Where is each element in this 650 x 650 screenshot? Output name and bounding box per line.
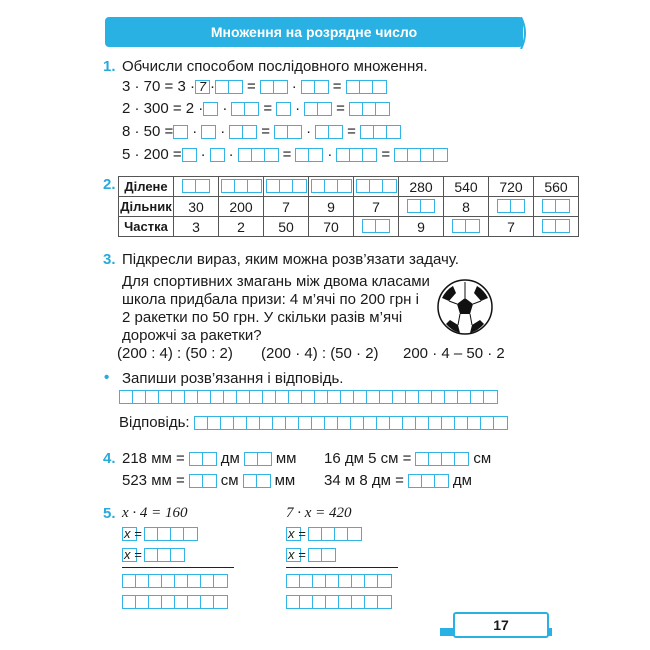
answer-box[interactable] [260,80,288,94]
answer-box[interactable] [201,125,216,139]
conversion-text: 34 м 8 дм = [324,472,404,489]
bullet-marker: • [104,369,110,386]
table-cell[interactable] [354,177,399,197]
answer-box[interactable] [276,102,291,116]
dot-sign: · [306,123,312,140]
answer-box[interactable] [210,148,225,162]
table-cell[interactable] [264,177,309,197]
answer-row [119,414,508,431]
ex1-line-3 [122,123,401,140]
answer-box[interactable] [173,125,188,139]
exercise-1-task: Обчисли способом послідовного множення. [122,58,428,75]
answer-box[interactable] [243,474,271,488]
dot-sign: · [192,123,198,140]
ex1-line-2-text: 2 · 300 = 2 · [122,100,204,117]
equals-sign: = [246,78,256,95]
dot-sign: · [228,146,234,163]
solution-boxes[interactable] [119,390,498,404]
answer-box[interactable] [194,416,508,430]
problem-line: школа придбала призи: 4 м’ячі по 200 грн і [122,291,419,308]
ex1-line-3-text: 8 · 50 = [122,123,174,140]
ex1-line-1 [122,78,387,95]
answer-box[interactable] [195,80,210,94]
conversion-item [122,450,296,467]
answer-box[interactable] [336,148,377,162]
table-row [119,197,579,217]
answer-label: Відповідь: [119,414,190,431]
answer-box[interactable] [301,80,329,94]
conversion-text: 16 дм 5 см = [324,450,412,467]
conversion-text: 218 мм = [122,450,185,467]
row-header: Ділене [119,177,174,197]
answer-box[interactable] [304,102,332,116]
table-row [119,217,579,237]
unit-label: мм [274,472,296,489]
variable-label: x = [288,547,306,562]
table-cell: 720 [489,177,534,197]
equals-sign: = [347,123,356,140]
table-cell: 9 [309,197,354,217]
variable-label: x = [288,526,306,541]
table-cell[interactable] [219,177,264,197]
answer-box[interactable] [189,474,217,488]
dot-sign: · [327,146,333,163]
dot-sign: · [209,78,215,95]
table-cell[interactable] [444,217,489,237]
dot-sign: · [200,146,206,163]
table-cell[interactable] [174,177,219,197]
table-cell[interactable] [534,197,579,217]
dot-sign: · [220,123,226,140]
table-cell[interactable] [309,177,354,197]
table-cell[interactable] [354,217,399,237]
dot-sign: · [222,100,228,117]
answer-box[interactable] [308,527,362,541]
answer-box[interactable] [189,452,217,466]
answer-box[interactable] [229,125,257,139]
problem-line: Для спортивних змагань між двома класами [122,273,430,290]
expression-option[interactable]: (200 : 4) : (50 : 2) [117,345,233,362]
answer-box[interactable] [349,102,390,116]
answer-box[interactable] [238,148,279,162]
table-cell[interactable] [399,197,444,217]
expression-option[interactable]: 200 · 4 – 50 · 2 [403,345,505,362]
equation-1: x · 4 = 160 [122,505,188,521]
equals-sign: = [336,100,345,117]
page-number: 17 [453,612,549,638]
answer-box[interactable] [274,125,302,139]
ex1-line-4-text: 5 · 200 = [122,146,182,163]
table-cell: 2 [219,217,264,237]
ex1-line-1-text: 3 · 70 = 3 · [122,78,195,95]
divider-line [122,567,234,568]
answer-box[interactable] [144,548,185,562]
problem-line: 2 ракетки по 50 грн. У скільки разів м’ячі [122,309,403,326]
page-title: Множення на розрядне число [210,24,418,40]
table-cell: 540 [444,177,489,197]
equals-sign: = [332,78,342,95]
exercise-5-number: 5. [103,505,116,522]
unit-label: дм [452,472,472,489]
exercise-4-number: 4. [103,450,116,467]
answer-box[interactable] [360,125,401,139]
unit-label: см [473,450,492,467]
table-cell[interactable] [489,197,534,217]
table-cell: 7 [264,197,309,217]
answer-box[interactable] [231,102,259,116]
table-cell: 7 [489,217,534,237]
table-cell: 200 [219,197,264,217]
table-cell: 50 [264,217,309,237]
table-cell: 70 [309,217,354,237]
table-cell: 30 [174,197,219,217]
equals-sign: = [261,123,271,140]
row-header: Частка [119,217,174,237]
equation-2: 7 · x = 420 [286,505,352,521]
table-cell: 560 [534,177,579,197]
answer-box[interactable] [182,148,197,162]
page-title-banner [105,17,523,47]
answer-box[interactable] [244,452,272,466]
answer-box[interactable] [144,527,198,541]
bullet-task: Запиши розв’язання і відповідь. [122,370,344,387]
check-boxes[interactable] [286,574,392,588]
eq2-step-row [286,526,362,541]
expression-option[interactable]: (200 · 4) : (50 · 2) [261,345,379,362]
exercise-3-number: 3. [103,251,116,268]
ex1-line-1-digit: 7 [198,78,207,94]
conversion-text: 523 мм = [122,472,185,489]
table-row [119,177,579,197]
soccer-ball-icon [436,278,494,336]
division-table [118,176,579,237]
exercise-2-number: 2. [103,176,116,193]
ex1-line-2 [122,100,390,117]
answer-box[interactable] [308,548,336,562]
table-cell: 280 [399,177,444,197]
dot-sign: · [291,78,297,95]
variable-label: x = [124,526,142,541]
conversion-item [324,450,491,467]
answer-box[interactable] [346,80,387,94]
answer-box[interactable] [415,452,469,466]
eq1-step-row [122,526,198,541]
answer-box[interactable] [408,474,449,488]
answer-box[interactable] [215,80,243,94]
table-cell: 7 [354,197,399,217]
problem-line: дорожчі за ракетки? [122,327,262,344]
table-cell: 3 [174,217,219,237]
answer-box[interactable] [315,125,343,139]
variable-label: x = [124,547,142,562]
exercise-1-number: 1. [103,58,116,75]
equals-sign: = [282,146,292,163]
equals-sign: = [381,146,391,163]
unit-label: дм [220,450,240,467]
check-boxes[interactable] [122,595,228,609]
dot-sign: · [295,100,301,117]
table-cell[interactable] [534,217,579,237]
eq1-step-row [122,547,185,562]
answer-box[interactable] [203,102,218,116]
eq2-step-row [286,547,336,562]
answer-box[interactable] [394,148,448,162]
banner-decoration [520,17,530,49]
divider-line [286,567,398,568]
ex1-line-4 [122,146,448,163]
conversion-item [324,472,472,489]
answer-box[interactable] [295,148,323,162]
unit-label: мм [275,450,297,467]
check-boxes[interactable] [286,595,392,609]
equals-sign: = [263,100,273,117]
check-boxes[interactable] [122,574,228,588]
table-cell: 9 [399,217,444,237]
table-cell: 8 [444,197,489,217]
row-header: Дільник [119,197,174,217]
exercise-3-task: Підкресли вираз, яким можна розв’язати задачу. [122,251,459,268]
conversion-item [122,472,295,489]
unit-label: см [220,472,239,489]
